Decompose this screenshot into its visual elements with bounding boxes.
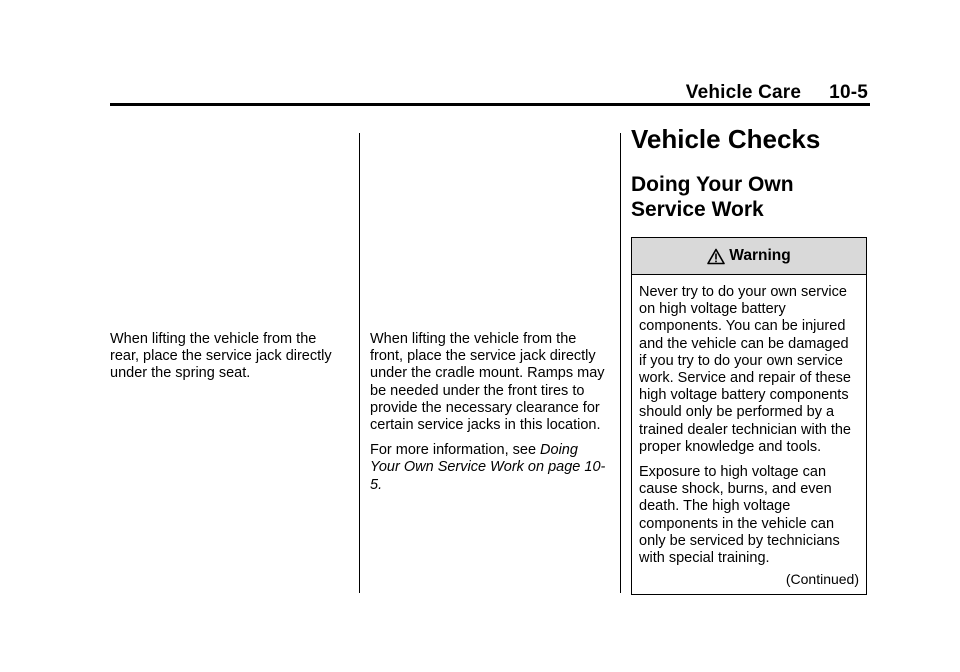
- continued-label: (Continued): [785, 571, 859, 588]
- warning-triangle-icon: [707, 248, 725, 265]
- page-header: [686, 82, 868, 104]
- section-title: Vehicle Care: [685, 82, 802, 103]
- column-1: [110, 331, 340, 383]
- page-number: 10-5: [829, 82, 868, 103]
- cross-reference-link[interactable]: Doing Your Own Service Work on page 10-5.: [370, 442, 606, 493]
- column-divider-1: [359, 133, 360, 593]
- warning-box: [631, 237, 867, 595]
- more-info-prefix: For more information, see: [370, 442, 541, 459]
- column-divider-2: [620, 133, 621, 593]
- section-heading: Vehicle Checks: [631, 124, 821, 154]
- warning-paragraph-2: Exposure to high voltage can cause shock, burns, and even death. The high voltage components in the vehicle can only be serviced by technicians with special training.: [639, 464, 840, 567]
- subsection-heading: Doing Your Own Service Work: [631, 173, 794, 221]
- warning-title: Warning: [729, 247, 791, 265]
- more-info-paragraph: [370, 442, 610, 494]
- column-2: [370, 331, 610, 494]
- warning-paragraph-1: Never try to do your own service on high voltage battery components. You can be injured and the vehicle can be damaged if you try to do your own service work. Service and repair of these high voltage battery components should only be performed by a trained dealer technician with the proper knowledge and tools.: [639, 284, 851, 455]
- header-rule: [110, 103, 870, 106]
- front-lift-paragraph: When lifting the vehicle from the front, place the service jack directly under the cradle mount. Ramps may be needed under the front tires to provide the necessary clearance for certain service jacks in this location.: [370, 331, 605, 434]
- warning-body: [632, 275, 866, 594]
- column-3: [631, 124, 871, 595]
- rear-lift-paragraph: When lifting the vehicle from the rear, place the service jack directly under the spring seat.: [110, 331, 332, 382]
- warning-header: [632, 238, 866, 275]
